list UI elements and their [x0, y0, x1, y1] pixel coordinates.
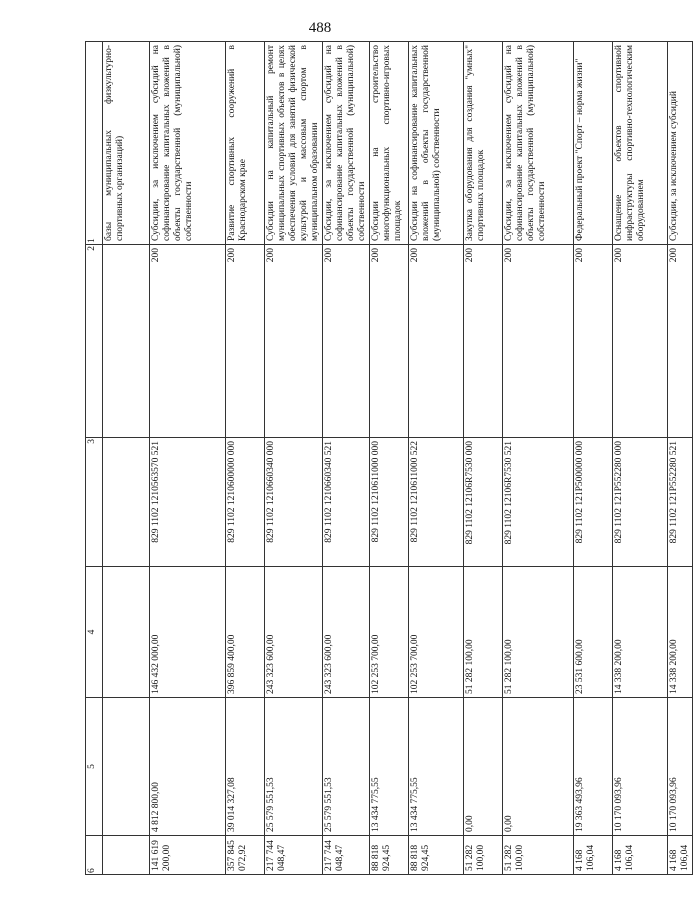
cell-name: Закупка оборудования для создания "умных" спортивных площадок	[464, 42, 503, 245]
cell-amount-5: 25 579 551,53	[323, 698, 370, 836]
header-col-3: 3	[86, 438, 103, 567]
cell-code-2: 200	[668, 245, 693, 438]
cell-amount-6: 357 845 072,92	[226, 836, 265, 875]
cell-amount-4: 51 282 100,00	[464, 567, 503, 698]
table-row	[226, 42, 265, 875]
cell-amount-5	[103, 698, 150, 836]
cell-amount-6: 51 282 100,00	[464, 836, 503, 875]
cell-amount-4: 23 531 600,00	[574, 567, 613, 698]
header-col-1: 1	[86, 42, 103, 245]
cell-name: Субсидии, за исключением субсидий на софинансирование капитальных вложений в объекты государственной (муниципальной) собственности	[150, 42, 226, 245]
cell-amount-5: 13 434 775,55	[409, 698, 464, 836]
cell-amount-4: 396 859 400,00	[226, 567, 265, 698]
cell-amount-4: 102 253 700,00	[370, 567, 409, 698]
cell-amount-6: 4 168 106,04	[613, 836, 668, 875]
cell-code-2: 200	[503, 245, 574, 438]
cell-name: Субсидии, за исключением субсидий на софинансирование капитальных вложений в объекты государственной (муниципальной) собственности	[503, 42, 574, 245]
cell-amount-6: 4 168 106,04	[668, 836, 693, 875]
cell-amount-6: 4 168 106,04	[574, 836, 613, 875]
cell-code-3: 829 1102 1210600000 000	[226, 438, 265, 567]
cell-code-2: 200	[464, 245, 503, 438]
cell-code-3: 829 1102 121P552280 521	[668, 438, 693, 567]
cell-name: Федеральный проект "Спорт – норма жизни"	[574, 42, 613, 245]
cell-name: Субсидии на капитальный ремонт муниципальных спортивных объектов в целях обеспечения условий для занятий физической культурой и массовым спортом в муниципальном образовании	[265, 42, 323, 245]
budget-table	[85, 41, 693, 875]
cell-amount-6: 141 619 200,00	[150, 836, 226, 875]
cell-code-3: 829 1102 1210611000 522	[409, 438, 464, 567]
cell-code-3: 829 1102 121P552280 000	[613, 438, 668, 567]
cell-amount-4: 146 432 000,00	[150, 567, 226, 698]
cell-amount-5: 4 812 800,00	[150, 698, 226, 836]
cell-code-2: 200	[370, 245, 409, 438]
cell-code-2: 200	[323, 245, 370, 438]
table-row	[323, 42, 370, 875]
rotated-table-container	[85, 45, 690, 875]
cell-amount-5: 25 579 551,53	[265, 698, 323, 836]
cell-amount-5: 0,00	[503, 698, 574, 836]
cell-code-3	[103, 438, 150, 567]
cell-code-3: 829 1102 1210563570 521	[150, 438, 226, 567]
cell-amount-5: 39 014 327,08	[226, 698, 265, 836]
cell-amount-6: 88 818 924,45	[409, 836, 464, 875]
cell-amount-5: 10 170 093,96	[668, 698, 693, 836]
cell-name: Оснащение объектов спортивной инфраструктуры спортивно-технологическим оборудованием	[613, 42, 668, 245]
cell-code-2: 200	[265, 245, 323, 438]
cell-name: Субсидии, за исключением субсидий на софинансирование капитальных вложений в объекты государственной (муниципальной) собственности	[323, 42, 370, 245]
cell-amount-5: 13 434 775,55	[370, 698, 409, 836]
cell-amount-5: 0,00	[464, 698, 503, 836]
header-col-2: 2	[86, 245, 103, 438]
cell-code-2	[103, 245, 150, 438]
cell-amount-5: 10 170 093,96	[613, 698, 668, 836]
cell-name: Субсидии, за исключением субсидий	[668, 42, 693, 245]
table-row	[464, 42, 503, 875]
cell-amount-4: 243 323 600,00	[265, 567, 323, 698]
table-row	[265, 42, 323, 875]
cell-amount-6	[103, 836, 150, 875]
cell-code-3: 829 1102 1210611000 000	[370, 438, 409, 567]
cell-code-2: 200	[226, 245, 265, 438]
cell-amount-4: 14 338 200,00	[613, 567, 668, 698]
table-row	[668, 42, 693, 875]
cell-amount-4: 102 253 700,00	[409, 567, 464, 698]
table-header-row	[86, 42, 103, 875]
cell-amount-6: 51 282 100,00	[503, 836, 574, 875]
cell-code-2: 200	[150, 245, 226, 438]
header-col-5: 5	[86, 698, 103, 836]
cell-code-2: 200	[409, 245, 464, 438]
table-row	[409, 42, 464, 875]
table-row	[150, 42, 226, 875]
cell-code-3: 829 1102 1210660340 521	[323, 438, 370, 567]
page-number: 488	[308, 20, 332, 36]
cell-amount-5: 19 363 493,96	[574, 698, 613, 836]
header-col-4: 4	[86, 567, 103, 698]
cell-name: Развитие спортивных сооружений в Краснодарском крае	[226, 42, 265, 245]
cell-amount-6: 217 744 048,47	[265, 836, 323, 875]
cell-amount-4	[103, 567, 150, 698]
table-row	[103, 42, 150, 875]
cell-code-3: 829 1102 121P500000 000	[574, 438, 613, 567]
cell-code-3: 829 1102 1210660340 000	[265, 438, 323, 567]
table-row	[370, 42, 409, 875]
table-row	[503, 42, 574, 875]
cell-code-2: 200	[613, 245, 668, 438]
cell-amount-6: 88 818 924,45	[370, 836, 409, 875]
cell-name: базы муниципальных физкультурно-спортивных организаций)	[103, 42, 150, 245]
cell-code-3: 829 1102 12106R7530 521	[503, 438, 574, 567]
cell-amount-4: 14 338 200,00	[668, 567, 693, 698]
table-row	[613, 42, 668, 875]
table-row	[574, 42, 613, 875]
cell-amount-4: 243 323 600,00	[323, 567, 370, 698]
cell-amount-6: 217 744 048,47	[323, 836, 370, 875]
cell-name: Субсидии на софинансирование капитальных вложений в объекты государственной (муниципальной) собственности	[409, 42, 464, 245]
rotated-table-area	[85, 45, 690, 875]
header-col-6: 6	[86, 836, 103, 875]
cell-name: Субсидии на строительство многофункциональных спортивно-игровых площадок	[370, 42, 409, 245]
cell-code-2: 200	[574, 245, 613, 438]
cell-code-3: 829 1102 12106R7530 000	[464, 438, 503, 567]
cell-amount-4: 51 282 100,00	[503, 567, 574, 698]
